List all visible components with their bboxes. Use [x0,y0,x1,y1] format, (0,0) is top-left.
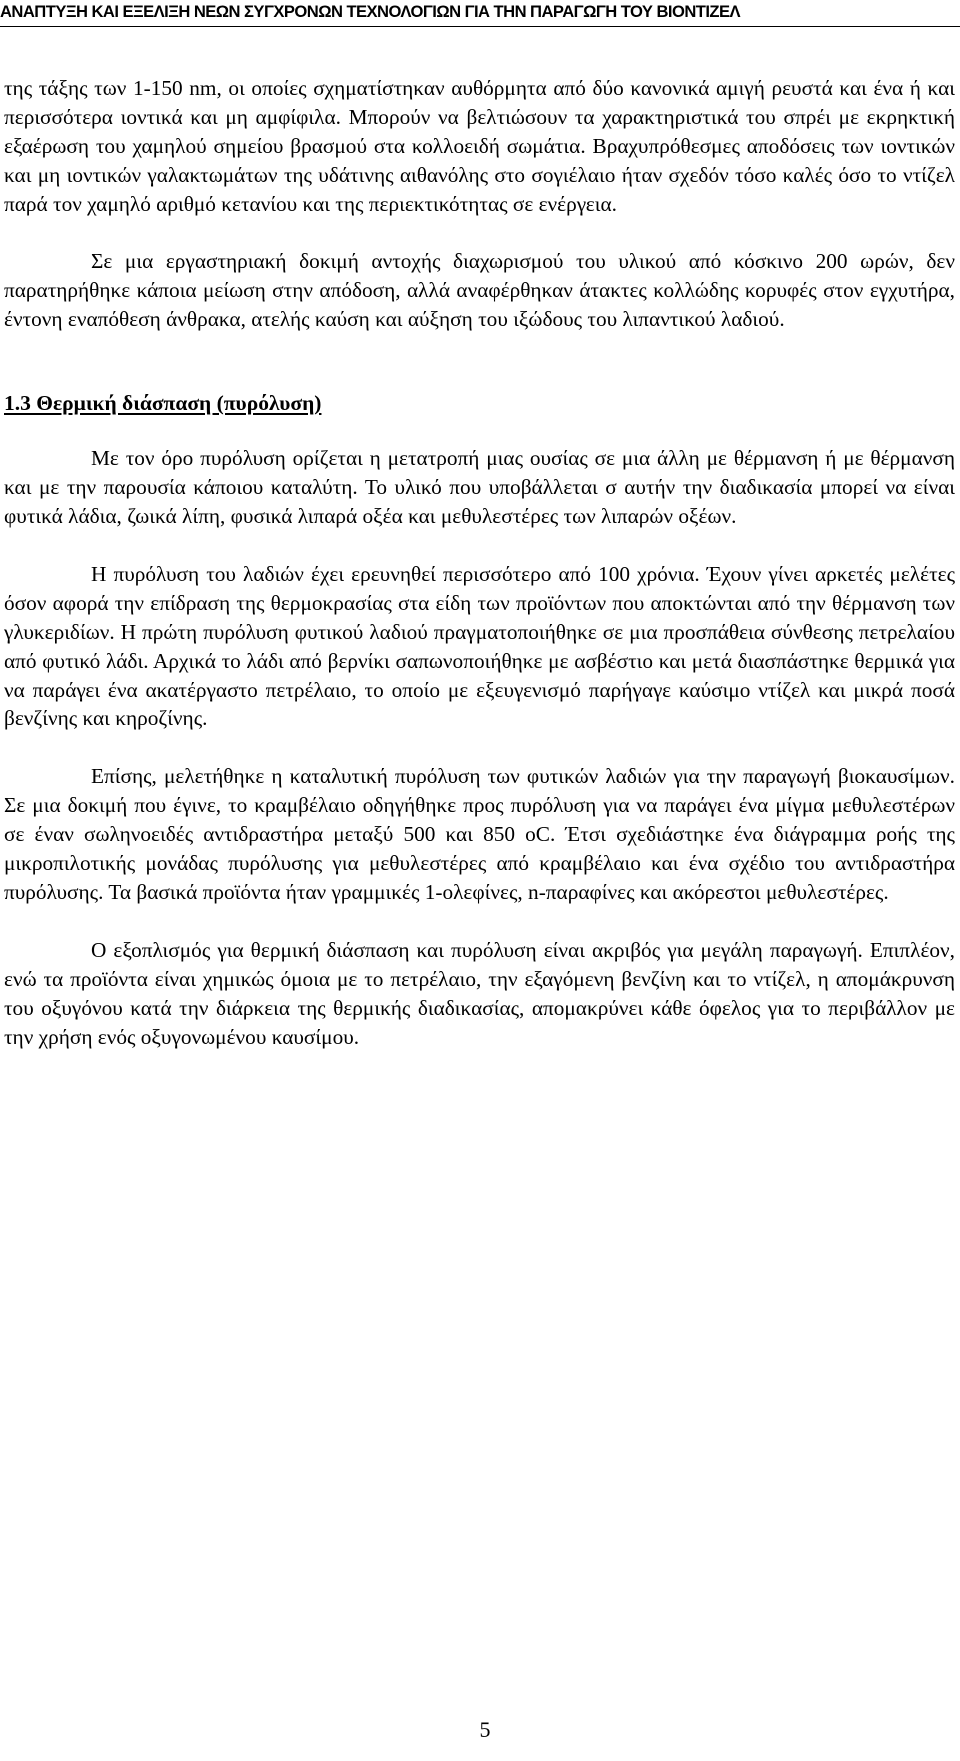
page-body [4,74,955,1080]
body-paragraph-sieve-test: Σε μια εργαστηριακή δοκιμή αντοχής διαχωρισμού του υλικού από κόσκινο 200 ωρών, δεν παρατηρήθηκε κάποια μείωση στην απόδοση, αλλά αναφέρθηκαν άτακτες κολλώδης κορυφές στον εγχυτήρα, έντονη εναπόθεση άνθρακα, ατελής καύση και αύξηση του ιξώδους του λιπαντικού λαδιού. [4,249,955,331]
section-heading: 1.3 Θερμική διάσπαση (πυρόλυση) [4,390,322,415]
running-header [0,2,960,27]
section-paragraph-equipment: Ο εξοπλισμός για θερμική διάσπαση και πυρόλυση είναι ακριβός για μεγάλη παραγωγή. Επιπλέον, ενώ τα προϊόντα είναι χημικώς όμοια με το πετρέλαιο, την εξαγόμενη βενζίνη και το ντίζελ, η απομάκρυνση του οξυγόνου κατά την διάρκεια της θερμικής διαδικασίας, απομακρύνει κάθε όφελος για το περιβάλλον με την χρήση ενός οξυγονωμένου καυσίμου. [4,937,955,1049]
section-paragraph-definition: Με τον όρο πυρόλυση ορίζεται η μετατροπή μιας ουσίας σε μια άλλη με θέρμανση ή με θέρμανση και με την παρουσία κάποιου καταλύτη. Το υλικό που υποβάλλεται σ αυτήν την διαδικασία μπορεί να είναι φυτικά λάδια, ζωικά λίπη, φυσικά λιπαρά οξέα και μεθυλεστέρες των λιπαρών οξέων. [4,446,955,528]
page-number: 5 [479,1717,491,1742]
body-paragraph-continued: της τάξης των 1-150 nm, οι οποίες σχηματίστηκαν αυθόρμητα από δύο κανονικά αμιγή ρευστά και ένα ή και περισσότερα ιοντικά και μη αμφίφιλα. Μπορούν να βελτιώσουν τα χαρακτηριστικά του σπρέι με εκρηκτική εξαέρωση του χαμηλού σημείου βρασμού στα κολλοειδή σωμάτια. Βραχυπρόθεσμες αποδόσεις των ιοντικών και μη ιοντικών γαλακτωμάτων της υδάτινης αιθανόλης στο σογιέλαιο ήταν σχεδόν τόσο καλές όσο το ντίζελ παρά τον χαμηλό αριθμό κετανίου και της περιεκτικότητας σε ενέργεια. [4,76,955,216]
section-paragraph-catalytic: Επίσης, μελετήθηκε η καταλυτική πυρόλυση των φυτικών λαδιών για την παραγωγή βιοκαυσίμων. Σε μια δοκιμή που έγινε, το κραμβέλαιο οδηγήθηκε προς πυρόλυση για να παράγει ένα μίγμα μεθυλεστέρων σε έναν σωληνοειδές αντιδραστήρα μεταξύ 500 και 850 oC. Έτσι σχεδιάστηκε ένα διάγραμμα ροής της μικροπιλοτικής μονάδας πυρόλυσης για μεθυλεστέρες από κραμβέλαιο και ένα σχέδιο του αντιδραστήρα πυρόλυσης. Τα βασικά προϊόντα ήταν γραμμικές 1-ολεφίνες, n-παραφίνες και ακόρεστοι μεθυλεστέρες. [4,764,955,904]
running-header-title: ΑΝΑΠΤΥΞΗ ΚΑΙ ΕΞΕΛΙΞΗ ΝΕΩΝ ΣΥΓΧΡΟΝΩΝ ΤΕΧΝΟΛΟΓΙΩΝ ΓΙΑ ΤΗΝ ΠΑΡΑΓΩΓΗ ΤΟΥ ΒΙΟΝΤΙΖΕΛ [0,2,741,21]
section-paragraph-history: Η πυρόλυση του λαδιών έχει ερευνηθεί περισσότερο από 100 χρόνια. Έχουν γίνει αρκετές μελέτες όσον αφορά την επίδραση της θερμοκρασίας στα είδη των προϊόντων που αποκτώνται από την θέρμανση των γλυκεριδίων. Η πρώτη πυρόλυση φυτικού λαδιού πραγματοποιήθηκε σε μια προσπάθεια σύνθεσης πετρελαίου από φυτικό λάδι. Αρχικά το λάδι από βερνίκι σαπωνοποιήθηκε με ασβέστιο και μετά διασπάστηκε θερμικά για να παράγει ένα ακατέργαστο πετρέλαιο, το οποίο με εξευγενισμό παρήγαγε καύσιμο ντίζελ και μικρά ποσά βενζίνης και κηροζίνης. [4,561,955,731]
